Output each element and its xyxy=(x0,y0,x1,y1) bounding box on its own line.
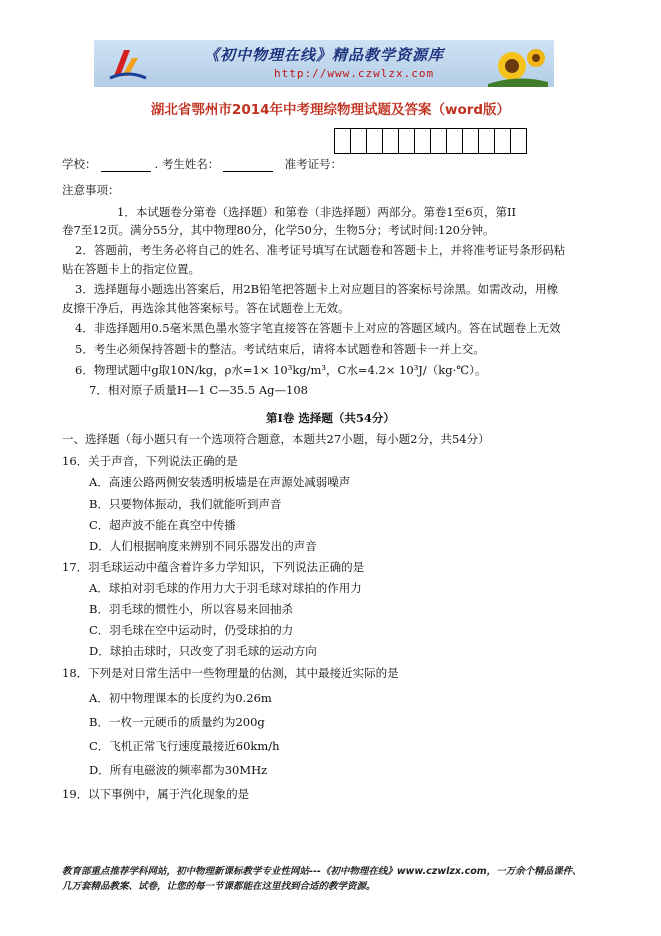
exam-number-cell[interactable] xyxy=(351,128,367,154)
exam-number-grid[interactable] xyxy=(334,128,527,154)
question-option: D．人们根据响度来辨别不同乐器发出的声音 xyxy=(89,539,317,553)
notice-line: 7．相对原子质量H—1 C—35.5 Ag—108 xyxy=(89,383,308,397)
sunflower-icon xyxy=(488,44,548,87)
question-option: B．只要物体振动，我们就能听到声音 xyxy=(89,497,282,511)
notice-line: 6．物理试题中g取10N/kg，ρ水=1× 10³kg/m³，C水=4.2× 10³J/（kg·℃）。 xyxy=(75,363,487,377)
question-option: A．高速公路两侧安装透明板墙是在声源处减弱噪声 xyxy=(89,475,351,489)
school-blank[interactable] xyxy=(101,159,151,172)
question-option: B．羽毛球的惯性小，所以容易来回抽杀 xyxy=(89,602,293,616)
exam-number-cell[interactable] xyxy=(511,128,527,154)
notice-line: 4．非选择题用0.5毫米黑色墨水签字笔直接答在答题卡上对应的答题区域内。答在试题卷上无效 xyxy=(75,321,561,335)
exam-number-cell[interactable] xyxy=(495,128,511,154)
page-footer xyxy=(62,864,622,894)
question-option: C．超声波不能在真空中传播 xyxy=(89,518,236,532)
notice-heading: 注意事项： xyxy=(62,183,120,197)
footer-line: 几万套精品教案、试卷，让您的每一节课都能在这里找到合适的教学资源。 xyxy=(62,881,376,892)
question-option: D．所有电磁波的频率都为30MHz xyxy=(89,763,268,777)
school-label: 学校： xyxy=(62,157,97,171)
banner-title: 《初中物理在线》精品教学资源库 xyxy=(204,46,445,64)
question-option: A．初中物理课本的长度约为0.26m xyxy=(89,691,272,705)
notice-line: 2．答题前，考生务必将自己的姓名、准考证号填写在试题卷和答题卡上，并将准考证号条形码粘 xyxy=(75,243,566,257)
notice-line: 5．考生必须保持答题卡的整洁。考试结束后，请将本试题卷和答题卡一并上交。 xyxy=(75,342,485,356)
exam-number-cell[interactable] xyxy=(447,128,463,154)
header-fields: 学校： . 考生姓名： 准考证号： xyxy=(62,157,343,171)
notice-line: 1．本试题卷分第卷（选择题）和第卷（非选择题）两部分。第卷1至6页，第II xyxy=(117,205,517,219)
exam-number-cell[interactable] xyxy=(415,128,431,154)
question-option: C．羽毛球在空中运动时，仍受球拍的力 xyxy=(89,623,294,637)
question-stem: 16．关于声音，下列说法正确的是 xyxy=(62,454,238,468)
banner-url[interactable]: http://www.czwlzx.com xyxy=(274,67,435,80)
question-option: C．飞机正常飞行速度最接近60km/h xyxy=(89,739,280,753)
question-stem: 17．羽毛球运动中蕴含着许多力学知识，下列说法正确的是 xyxy=(62,560,365,574)
name-label: 考生姓名： xyxy=(161,157,220,171)
question-stem: 19．以下事例中，属于汽化现象的是 xyxy=(62,787,250,801)
exam-number-cell[interactable] xyxy=(463,128,479,154)
notice-line: 卷7至12页。满分55分，其中物理80分，化学50分，生物5分；考试时间:120分钟。 xyxy=(62,223,495,237)
exam-number-cell[interactable] xyxy=(334,128,351,154)
name-blank[interactable] xyxy=(223,159,273,172)
question-option: D．球拍击球时，只改变了羽毛球的运动方向 xyxy=(89,644,317,658)
site-logo-icon xyxy=(108,46,148,82)
question-option: A．球拍对羽毛球的作用力大于羽毛球对球拍的作用力 xyxy=(89,581,362,595)
section-title: 第Ⅰ卷 选择题（共54分） xyxy=(266,411,395,425)
part-intro: 一、选择题（每小题只有一个选项符合题意，本题共27小题，每小题2分，共54分） xyxy=(62,432,490,446)
notice-line: 皮擦干净后，再选涂其他答案标号。答在试题卷上无效。 xyxy=(62,301,350,315)
exam-number-cell[interactable] xyxy=(399,128,415,154)
question-stem: 18．下列是对日常生活中一些物理量的估测，其中最接近实际的是 xyxy=(62,666,399,680)
notice-line: 3．选择题每小题选出答案后，用2B铅笔把答题卡上对应题目的答案标号涂黑。如需改动，用橡 xyxy=(75,282,559,296)
exam-number-cell[interactable] xyxy=(431,128,447,154)
notice-line: 贴在答题卡上的指定位置。 xyxy=(62,262,200,276)
question-option: B．一枚一元硬币的质量约为200g xyxy=(89,715,265,729)
exam-number-cell[interactable] xyxy=(479,128,495,154)
exam-number-cell[interactable] xyxy=(367,128,383,154)
header-banner xyxy=(94,40,554,87)
exam-no-label: 准考证号： xyxy=(284,157,343,171)
document-title: 湖北省鄂州市2014年中考理综物理试题及答案（word版） xyxy=(150,102,511,118)
footer-line: 教育部重点推荐学科网站，初中物理新课标教学专业性网站---《初中物理在线》www.czwlzx.com，一万余个精品课件、 xyxy=(62,866,582,877)
exam-number-cell[interactable] xyxy=(383,128,399,154)
